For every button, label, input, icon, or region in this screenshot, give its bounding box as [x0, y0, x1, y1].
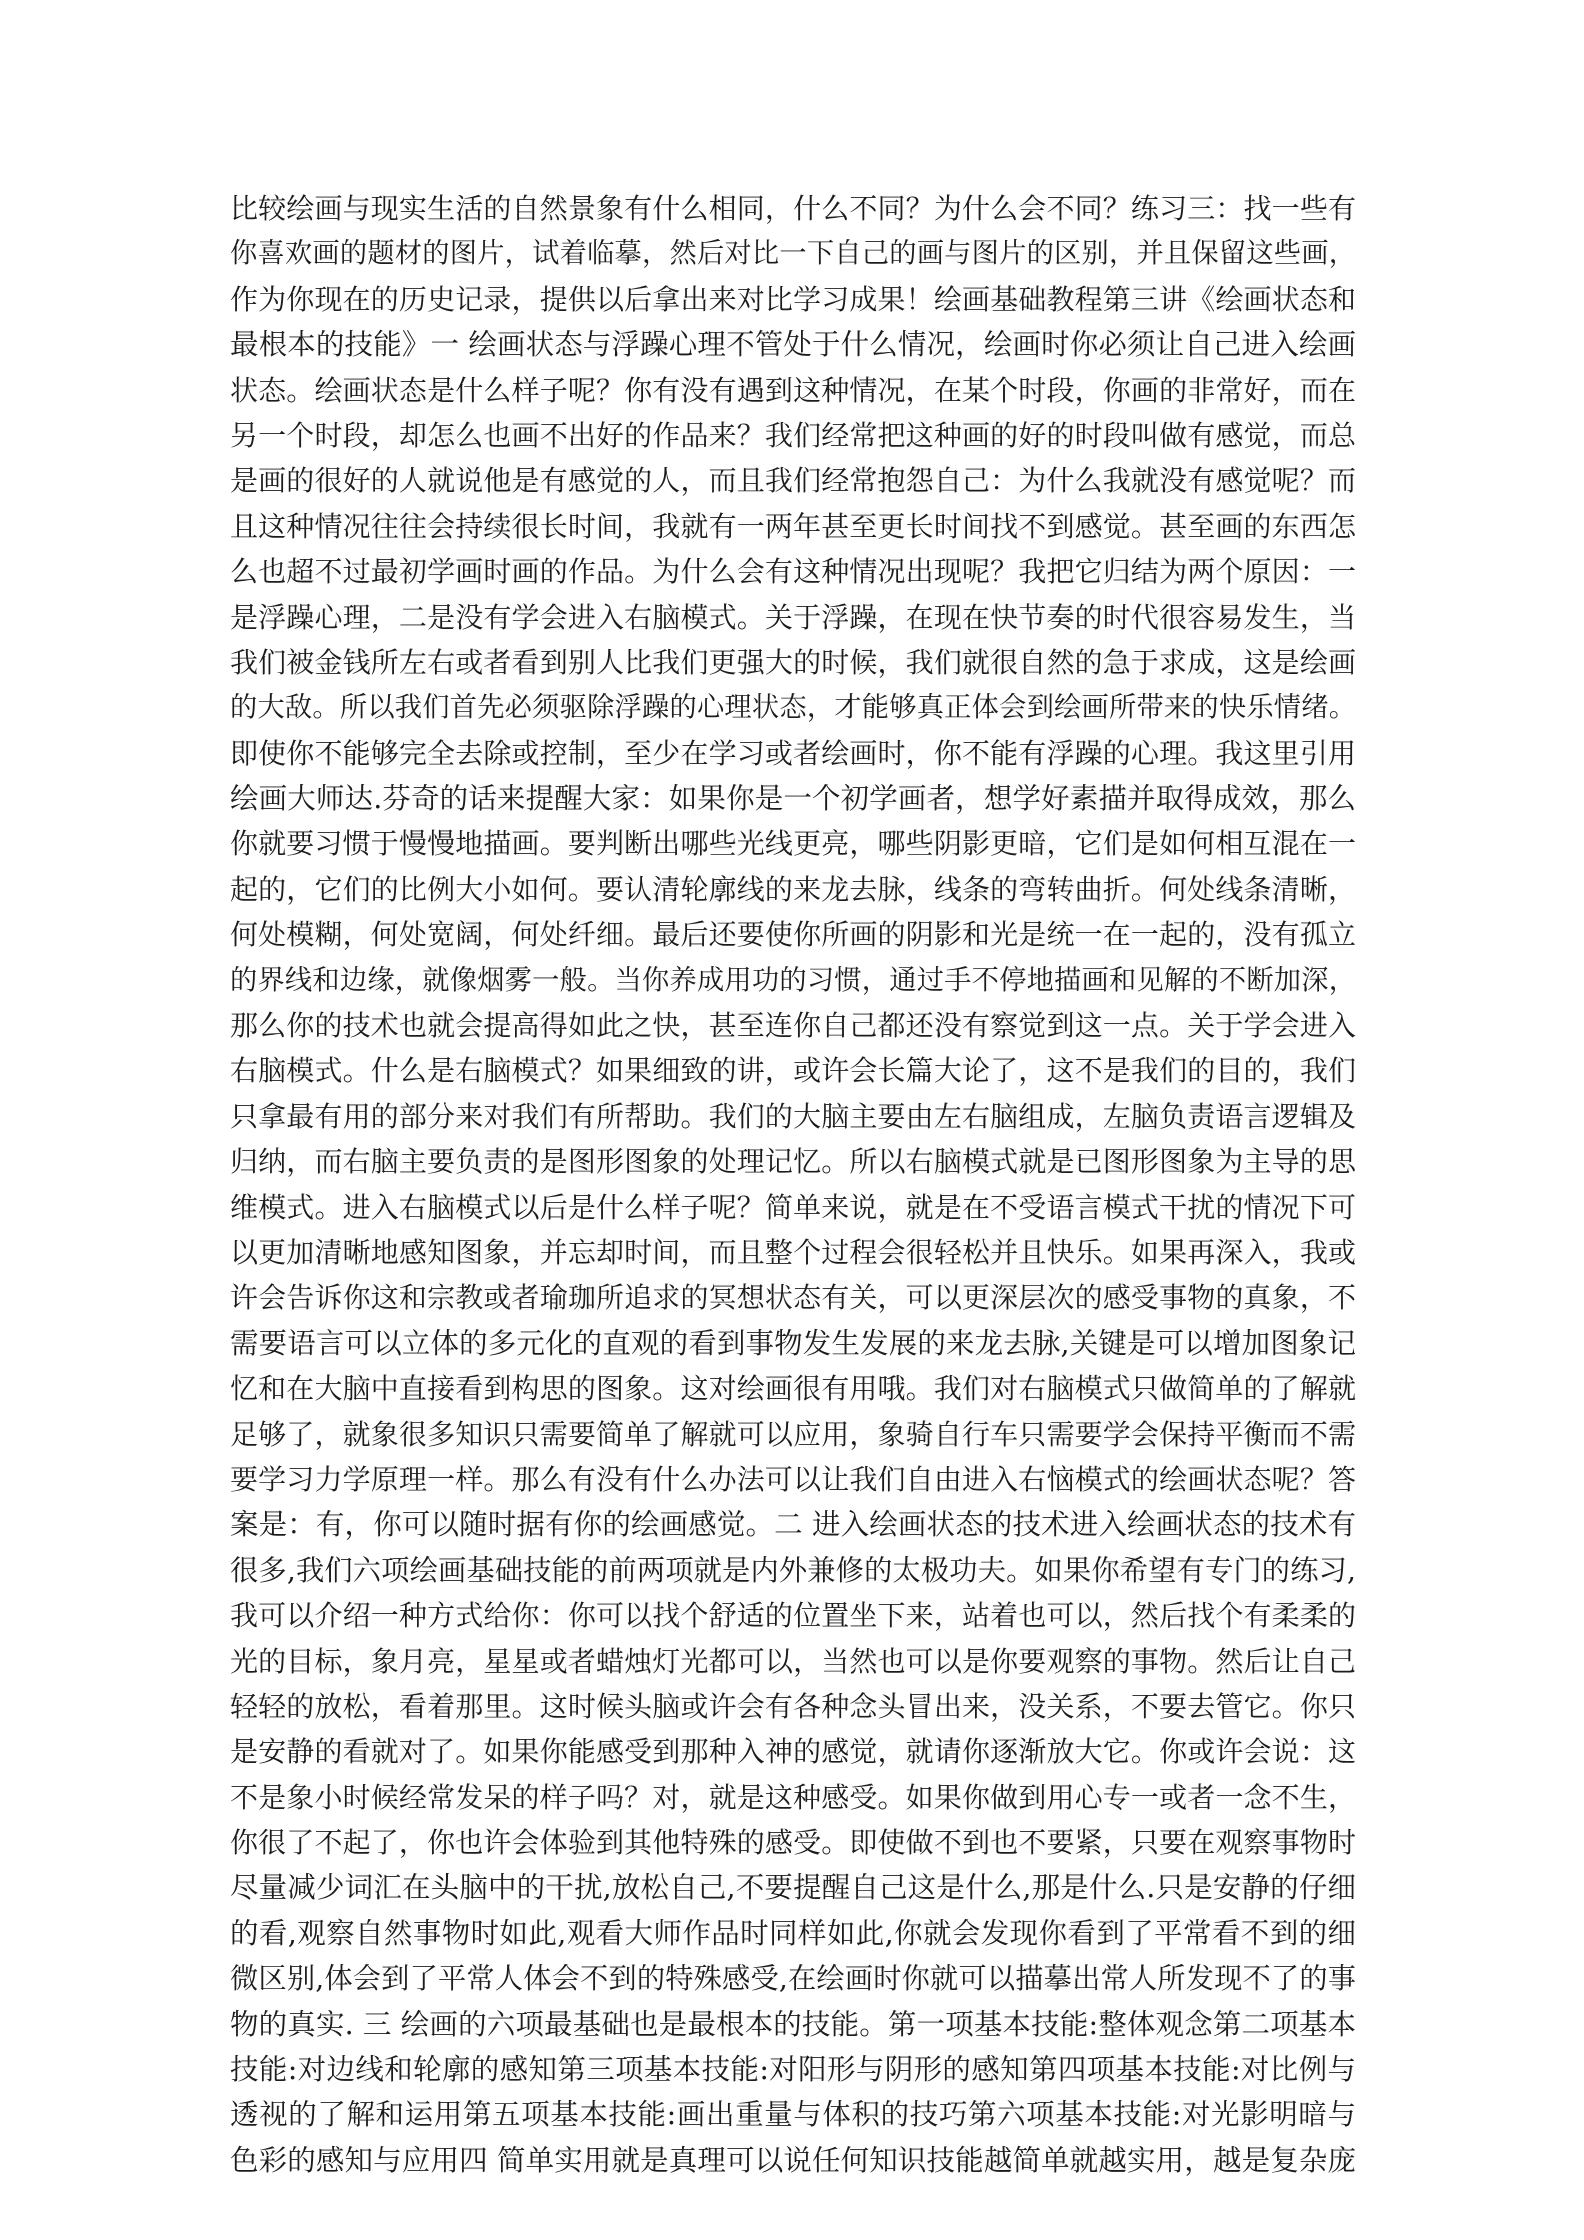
- text-line: 许会告诉你这和宗教或者瑜珈所追求的冥想状态有关，可以更深层次的感受事物的真象，不: [230, 1281, 1356, 1315]
- text-line: 轻轻的放松，看着那里。这时候头脑或许会有各种念头冒出来，没关系，不要去管它。你只: [230, 1689, 1356, 1723]
- text-line: 起的，它们的比例大小如何。要认清轮廓线的来龙去脉，线条的弯转曲折。何处线条清晰，: [230, 872, 1356, 906]
- text-line: 归纳，而右脑主要负责的是图形图象的处理记忆。所以右脑模式就是已图形图象为主导的思: [230, 1145, 1356, 1179]
- text-line: 状态。绘画状态是什么样子呢？你有没有遇到这种情况，在某个时段，你画的非常好，而在: [230, 373, 1356, 407]
- text-line: 作为你现在的历史记录，提供以后拿出来对比学习成果！绘画基础教程第三讲《绘画状态和: [230, 282, 1356, 316]
- text-line: 的大敌。所以我们首先必须驱除浮躁的心理状态，才能够真正体会到绘画所带来的快乐情绪。: [230, 692, 1356, 724]
- text-line: 物的真实. 三 绘画的六项最基础也是最根本的技能。第一项基本技能:整体观念第二项基本: [230, 2007, 1356, 2041]
- text-line: 是画的很好的人就说他是有感觉的人，而且我们经常抱怨自己：为什么我就没有感觉呢？而: [230, 464, 1356, 498]
- text-line: 要学习力学原理一样。那么有没有什么办法可以让我们自由进入右恼模式的绘画状态呢？答: [230, 1462, 1356, 1496]
- text-line: 我们被金钱所左右或者看到别人比我们更强大的时候，我们就很自然的急于求成，这是绘画: [230, 645, 1356, 679]
- text-line: 光的目标，象月亮，星星或者蜡烛灯光都可以，当然也可以是你要观察的事物。然后让自己: [230, 1644, 1356, 1678]
- text-line: 另一个时段，却怎么也画不出好的作品来？我们经常把这种画的好的时段叫做有感觉，而总: [230, 418, 1356, 452]
- text-line: 案是：有，你可以随时据有你的绘画感觉。二 进入绘画状态的技术进入绘画状态的技术有: [230, 1508, 1356, 1542]
- text-line: 何处模糊，何处宽阔，何处纤细。最后还要使你所画的阴影和光是统一在一起的，没有孤立: [230, 918, 1356, 952]
- body-text: [230, 186, 1356, 2183]
- text-line: 比较绘画与现实生活的自然景象有什么相同，什么不同？为什么会不同？练习三：找一些有: [230, 192, 1356, 225]
- text-line: 微区别,体会到了平常人体会不到的特殊感受,在绘画时你就可以描摹出常人所发现不了的事: [230, 1962, 1356, 1996]
- text-line: 尽量减少词汇在头脑中的干扰,放松自己,不要提醒自己这是什么,那是什么.只是安静的仔细: [230, 1871, 1356, 1905]
- text-line: 你就要习惯于慢慢地描画。要判断出哪些光线更亮，哪些阴影更暗，它们是如何相互混在一: [230, 827, 1356, 861]
- text-line: 我可以介绍一种方式给你：你可以找个舒适的位置坐下来，站着也可以，然后找个有柔柔的: [230, 1599, 1356, 1633]
- text-line: 最根本的技能》一 绘画状态与浮躁心理不管处于什么情况，绘画时你必须让自己进入绘画: [230, 328, 1356, 362]
- text-line: 很多,我们六项绘画基础技能的前两项就是内外兼修的太极功夫。如果你希望有专门的练习,: [230, 1553, 1356, 1587]
- text-line: 右脑模式。什么是右脑模式？如果细致的讲，或许会长篇大论了，这不是我们的目的，我们: [230, 1054, 1356, 1088]
- text-line: 你喜欢画的题材的图片，试着临摹，然后对比一下自己的画与图片的区别，并且保留这些画，: [230, 238, 1356, 270]
- text-line: 不是象小时候经常发呆的样子吗？对，就是这种感受。如果你做到用心专一或者一念不生，: [230, 1780, 1356, 1814]
- text-line: 即使你不能够完全去除或控制，至少在学习或者绘画时，你不能有浮躁的心理。我这里引用: [230, 736, 1356, 770]
- text-line: 且这种情况往往会持续很长时间，我就有一两年甚至更长时间找不到感觉。甚至画的东西怎: [230, 509, 1356, 543]
- text-line: 那么你的技术也就会提高得如此之快，甚至连你自己都还没有察觉到这一点。关于学会进入: [230, 1009, 1356, 1043]
- text-line: 足够了，就象很多知识只需要简单了解就可以应用，象骑自行车只需要学会保持平衡而不需: [230, 1417, 1356, 1451]
- text-line: 需要语言可以立体的多元化的直观的看到事物发生发展的来龙去脉,关键是可以增加图象记: [230, 1326, 1356, 1360]
- text-line: 技能:对边线和轮廓的感知第三项基本技能:对阳形与阴形的感知第四项基本技能:对比例与: [230, 2053, 1356, 2087]
- text-line: 以更加清晰地感知图象，并忘却时间，而且整个过程会很轻松并且快乐。如果再深入，我或: [230, 1235, 1356, 1269]
- text-line: 的看,观察自然事物时如此,观看大师作品时同样如此,你就会发现你看到了平常看不到的细: [230, 1916, 1356, 1950]
- text-line: 维模式。进入右脑模式以后是什么样子呢？简单来说，就是在不受语言模式干扰的情况下可: [230, 1190, 1356, 1224]
- text-line: 你很了不起了，你也许会体验到其他特殊的感受。即使做不到也不要紧，只要在观察事物时: [230, 1826, 1356, 1860]
- text-line: 的界线和边缘，就像烟雾一般。当你养成用功的习惯，通过手不停地描画和见解的不断加深，: [230, 964, 1356, 996]
- text-line: 绘画大师达.芬奇的话来提醒大家：如果你是一个初学画者，想学好素描并取得成效，那么: [230, 782, 1356, 816]
- text-line: 只拿最有用的部分来对我们有所帮助。我们的大脑主要由左右脑组成，左脑负责语言逻辑及: [230, 1099, 1356, 1133]
- text-line: 忆和在大脑中直接看到构思的图象。这对绘画很有用哦。我们对右脑模式只做简单的了解就: [230, 1372, 1356, 1406]
- text-line: 透视的了解和运用第五项基本技能:画出重量与体积的技巧第六项基本技能:对光影明暗与: [230, 2098, 1356, 2132]
- text-line: 么也超不过最初学画时画的作品。为什么会有这种情况出现呢？我把它归结为两个原因：一: [230, 555, 1356, 589]
- text-line: 色彩的感知与应用四 简单实用就是真理可以说任何知识技能越简单就越实用，越是复杂庞: [230, 2143, 1356, 2177]
- text-line: 是浮躁心理，二是没有学会进入右脑模式。关于浮躁，在现在快节奏的时代很容易发生，当: [230, 600, 1356, 634]
- text-line: 是安静的看就对了。如果你能感受到那种入神的感觉，就请你逐渐放大它。你或许会说：这: [230, 1735, 1356, 1769]
